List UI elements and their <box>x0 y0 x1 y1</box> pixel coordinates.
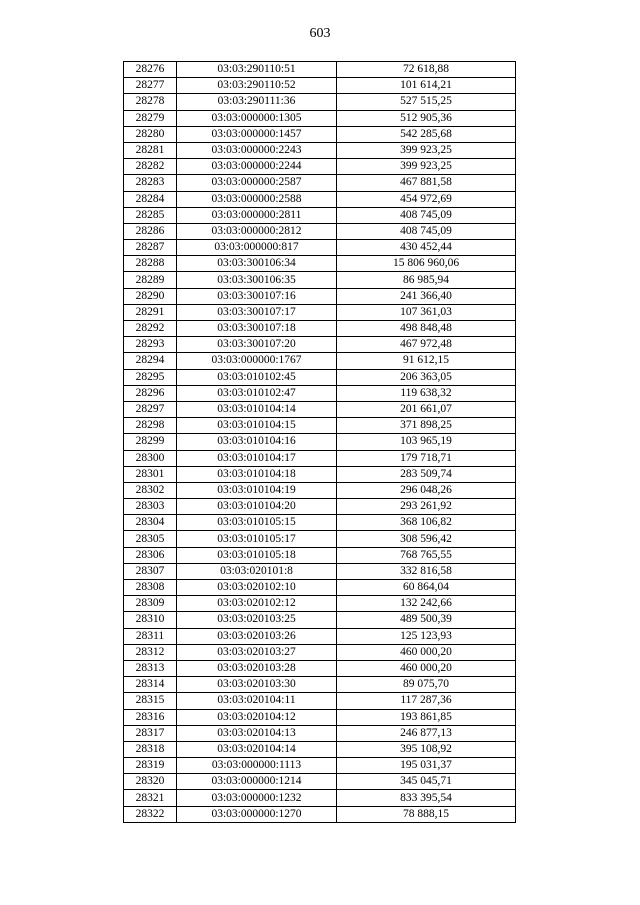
cadastral-value-cell: 408 745,09 <box>337 223 516 239</box>
cadastral-value-cell: 460 000,20 <box>337 644 516 660</box>
row-number-cell: 28322 <box>124 806 177 822</box>
row-number-cell: 28308 <box>124 580 177 596</box>
cadastral-value-cell: 542 285,68 <box>337 126 516 142</box>
row-number-cell: 28290 <box>124 288 177 304</box>
cadastral-value-cell: 399 923,25 <box>337 159 516 175</box>
cadastral-number-cell: 03:03:010105:17 <box>177 531 337 547</box>
table-row <box>124 337 516 353</box>
cadastral-number-cell: 03:03:290110:52 <box>177 78 337 94</box>
table-row <box>124 774 516 790</box>
row-number-cell: 28295 <box>124 369 177 385</box>
table-row <box>124 450 516 466</box>
cadastral-value-cell: 15 806 960,06 <box>337 256 516 272</box>
row-number-cell: 28311 <box>124 628 177 644</box>
cadastral-number-cell: 03:03:000000:1457 <box>177 126 337 142</box>
row-number-cell: 28292 <box>124 321 177 337</box>
table-row <box>124 321 516 337</box>
row-number-cell: 28303 <box>124 499 177 515</box>
row-number-cell: 28285 <box>124 207 177 223</box>
table-row <box>124 256 516 272</box>
cadastral-value-cell: 107 361,03 <box>337 304 516 320</box>
cadastral-value-cell: 454 972,69 <box>337 191 516 207</box>
row-number-cell: 28318 <box>124 741 177 757</box>
table-row <box>124 660 516 676</box>
row-number-cell: 28320 <box>124 774 177 790</box>
cadastral-number-cell: 03:03:000000:2587 <box>177 175 337 191</box>
row-number-cell: 28283 <box>124 175 177 191</box>
cadastral-value-cell: 193 861,85 <box>337 709 516 725</box>
cadastral-number-cell: 03:03:300107:17 <box>177 304 337 320</box>
cadastral-value-cell: 91 612,15 <box>337 353 516 369</box>
cadastral-number-cell: 03:03:020103:26 <box>177 628 337 644</box>
cadastral-value-cell: 89 075,70 <box>337 677 516 693</box>
cadastral-value-cell: 768 765,55 <box>337 547 516 563</box>
cadastral-value-cell: 125 123,93 <box>337 628 516 644</box>
row-number-cell: 28286 <box>124 223 177 239</box>
table-row <box>124 62 516 78</box>
cadastral-number-cell: 03:03:300107:20 <box>177 337 337 353</box>
cadastral-value-cell: 498 848,48 <box>337 321 516 337</box>
cadastral-value-cell: 60 864,04 <box>337 580 516 596</box>
table-row <box>124 94 516 110</box>
cadastral-number-cell: 03:03:000000:2243 <box>177 142 337 158</box>
cadastral-value-table <box>123 61 516 823</box>
cadastral-value-cell: 408 745,09 <box>337 207 516 223</box>
cadastral-value-cell: 296 048,26 <box>337 482 516 498</box>
cadastral-value-cell: 179 718,71 <box>337 450 516 466</box>
table-row <box>124 240 516 256</box>
row-number-cell: 28321 <box>124 790 177 806</box>
table-row <box>124 499 516 515</box>
table-row <box>124 288 516 304</box>
cadastral-number-cell: 03:03:010102:45 <box>177 369 337 385</box>
cadastral-value-cell: 283 509,74 <box>337 466 516 482</box>
cadastral-value-cell: 293 261,92 <box>337 499 516 515</box>
cadastral-value-cell: 103 965,19 <box>337 434 516 450</box>
cadastral-number-cell: 03:03:000000:2812 <box>177 223 337 239</box>
table-row <box>124 596 516 612</box>
cadastral-number-cell: 03:03:020101:8 <box>177 563 337 579</box>
cadastral-number-cell: 03:03:010104:17 <box>177 450 337 466</box>
table-row <box>124 806 516 822</box>
row-number-cell: 28315 <box>124 693 177 709</box>
cadastral-number-cell: 03:03:000000:2811 <box>177 207 337 223</box>
row-number-cell: 28319 <box>124 758 177 774</box>
row-number-cell: 28304 <box>124 515 177 531</box>
cadastral-number-cell: 03:03:000000:1767 <box>177 353 337 369</box>
cadastral-number-cell: 03:03:010104:14 <box>177 401 337 417</box>
row-number-cell: 28298 <box>124 418 177 434</box>
table-row <box>124 563 516 579</box>
cadastral-number-cell: 03:03:010105:18 <box>177 547 337 563</box>
cadastral-number-cell: 03:03:000000:817 <box>177 240 337 256</box>
row-number-cell: 28301 <box>124 466 177 482</box>
row-number-cell: 28281 <box>124 142 177 158</box>
table-row <box>124 223 516 239</box>
row-number-cell: 28277 <box>124 78 177 94</box>
table-row <box>124 110 516 126</box>
cadastral-value-cell: 833 395,54 <box>337 790 516 806</box>
cadastral-number-cell: 03:03:010104:16 <box>177 434 337 450</box>
row-number-cell: 28299 <box>124 434 177 450</box>
cadastral-number-cell: 03:03:020102:10 <box>177 580 337 596</box>
table-row <box>124 191 516 207</box>
table-row <box>124 142 516 158</box>
table-row <box>124 207 516 223</box>
row-number-cell: 28276 <box>124 62 177 78</box>
cadastral-value-cell: 117 287,36 <box>337 693 516 709</box>
table-row <box>124 466 516 482</box>
cadastral-value-cell: 86 985,94 <box>337 272 516 288</box>
table-row <box>124 580 516 596</box>
cadastral-number-cell: 03:03:010104:15 <box>177 418 337 434</box>
cadastral-value-cell: 206 363,05 <box>337 369 516 385</box>
table-row <box>124 709 516 725</box>
table-row <box>124 644 516 660</box>
table-row <box>124 304 516 320</box>
table-row <box>124 482 516 498</box>
cadastral-value-cell: 241 366,40 <box>337 288 516 304</box>
cadastral-value-cell: 78 888,15 <box>337 806 516 822</box>
table-body <box>124 62 516 823</box>
table-row <box>124 175 516 191</box>
row-number-cell: 28287 <box>124 240 177 256</box>
cadastral-number-cell: 03:03:300106:35 <box>177 272 337 288</box>
table-row <box>124 272 516 288</box>
cadastral-value-cell: 371 898,25 <box>337 418 516 434</box>
row-number-cell: 28279 <box>124 110 177 126</box>
row-number-cell: 28317 <box>124 725 177 741</box>
cadastral-value-cell: 72 618,88 <box>337 62 516 78</box>
table-row <box>124 78 516 94</box>
cadastral-value-cell: 368 106,82 <box>337 515 516 531</box>
table-row <box>124 725 516 741</box>
row-number-cell: 28309 <box>124 596 177 612</box>
cadastral-value-cell: 195 031,37 <box>337 758 516 774</box>
cadastral-value-cell: 467 881,58 <box>337 175 516 191</box>
cadastral-number-cell: 03:03:000000:1214 <box>177 774 337 790</box>
row-number-cell: 28300 <box>124 450 177 466</box>
row-number-cell: 28282 <box>124 159 177 175</box>
table-row <box>124 531 516 547</box>
row-number-cell: 28316 <box>124 709 177 725</box>
row-number-cell: 28294 <box>124 353 177 369</box>
cadastral-number-cell: 03:03:300107:16 <box>177 288 337 304</box>
row-number-cell: 28296 <box>124 385 177 401</box>
cadastral-number-cell: 03:03:020103:25 <box>177 612 337 628</box>
table-row <box>124 401 516 417</box>
cadastral-number-cell: 03:03:010104:18 <box>177 466 337 482</box>
table-row <box>124 369 516 385</box>
cadastral-number-cell: 03:03:020104:14 <box>177 741 337 757</box>
row-number-cell: 28314 <box>124 677 177 693</box>
table-row <box>124 159 516 175</box>
row-number-cell: 28293 <box>124 337 177 353</box>
row-number-cell: 28297 <box>124 401 177 417</box>
cadastral-value-cell: 399 923,25 <box>337 142 516 158</box>
row-number-cell: 28312 <box>124 644 177 660</box>
table-row <box>124 677 516 693</box>
cadastral-number-cell: 03:03:000000:2588 <box>177 191 337 207</box>
row-number-cell: 28307 <box>124 563 177 579</box>
cadastral-number-cell: 03:03:300106:34 <box>177 256 337 272</box>
cadastral-number-cell: 03:03:300107:18 <box>177 321 337 337</box>
cadastral-number-cell: 03:03:010102:47 <box>177 385 337 401</box>
cadastral-number-cell: 03:03:020102:12 <box>177 596 337 612</box>
cadastral-number-cell: 03:03:000000:2244 <box>177 159 337 175</box>
row-number-cell: 28291 <box>124 304 177 320</box>
row-number-cell: 28280 <box>124 126 177 142</box>
row-number-cell: 28289 <box>124 272 177 288</box>
table-row <box>124 126 516 142</box>
cadastral-number-cell: 03:03:010104:19 <box>177 482 337 498</box>
cadastral-value-cell: 512 905,36 <box>337 110 516 126</box>
cadastral-number-cell: 03:03:010104:20 <box>177 499 337 515</box>
row-number-cell: 28288 <box>124 256 177 272</box>
cadastral-value-cell: 119 638,32 <box>337 385 516 401</box>
cadastral-value-cell: 527 515,25 <box>337 94 516 110</box>
cadastral-number-cell: 03:03:000000:1232 <box>177 790 337 806</box>
table-row <box>124 515 516 531</box>
cadastral-number-cell: 03:03:020104:13 <box>177 725 337 741</box>
cadastral-value-cell: 345 045,71 <box>337 774 516 790</box>
row-number-cell: 28302 <box>124 482 177 498</box>
row-number-cell: 28306 <box>124 547 177 563</box>
table-row <box>124 758 516 774</box>
cadastral-value-cell: 132 242,66 <box>337 596 516 612</box>
table-row <box>124 434 516 450</box>
cadastral-number-cell: 03:03:020104:11 <box>177 693 337 709</box>
row-number-cell: 28284 <box>124 191 177 207</box>
cadastral-value-cell: 460 000,20 <box>337 660 516 676</box>
cadastral-number-cell: 03:03:290110:51 <box>177 62 337 78</box>
cadastral-value-cell: 101 614,21 <box>337 78 516 94</box>
table-row <box>124 418 516 434</box>
cadastral-value-cell: 308 596,42 <box>337 531 516 547</box>
cadastral-value-cell: 467 972,48 <box>337 337 516 353</box>
row-number-cell: 28310 <box>124 612 177 628</box>
row-number-cell: 28278 <box>124 94 177 110</box>
table-row <box>124 353 516 369</box>
table-row <box>124 790 516 806</box>
cadastral-number-cell: 03:03:000000:1113 <box>177 758 337 774</box>
cadastral-number-cell: 03:03:020103:27 <box>177 644 337 660</box>
cadastral-number-cell: 03:03:020103:30 <box>177 677 337 693</box>
cadastral-number-cell: 03:03:290111:36 <box>177 94 337 110</box>
cadastral-value-cell: 201 661,07 <box>337 401 516 417</box>
cadastral-number-cell: 03:03:010105:15 <box>177 515 337 531</box>
cadastral-value-cell: 430 452,44 <box>337 240 516 256</box>
cadastral-number-cell: 03:03:020104:12 <box>177 709 337 725</box>
table-row <box>124 612 516 628</box>
table-row <box>124 693 516 709</box>
cadastral-value-cell: 395 108,92 <box>337 741 516 757</box>
row-number-cell: 28305 <box>124 531 177 547</box>
cadastral-number-cell: 03:03:000000:1270 <box>177 806 337 822</box>
row-number-cell: 28313 <box>124 660 177 676</box>
table-row <box>124 628 516 644</box>
cadastral-value-cell: 332 816,58 <box>337 563 516 579</box>
cadastral-number-cell: 03:03:000000:1305 <box>177 110 337 126</box>
cadastral-value-cell: 246 877,13 <box>337 725 516 741</box>
table-row <box>124 385 516 401</box>
page-number: 603 <box>309 26 331 41</box>
table-row <box>124 741 516 757</box>
table-row <box>124 547 516 563</box>
cadastral-value-cell: 489 500,39 <box>337 612 516 628</box>
cadastral-number-cell: 03:03:020103:28 <box>177 660 337 676</box>
